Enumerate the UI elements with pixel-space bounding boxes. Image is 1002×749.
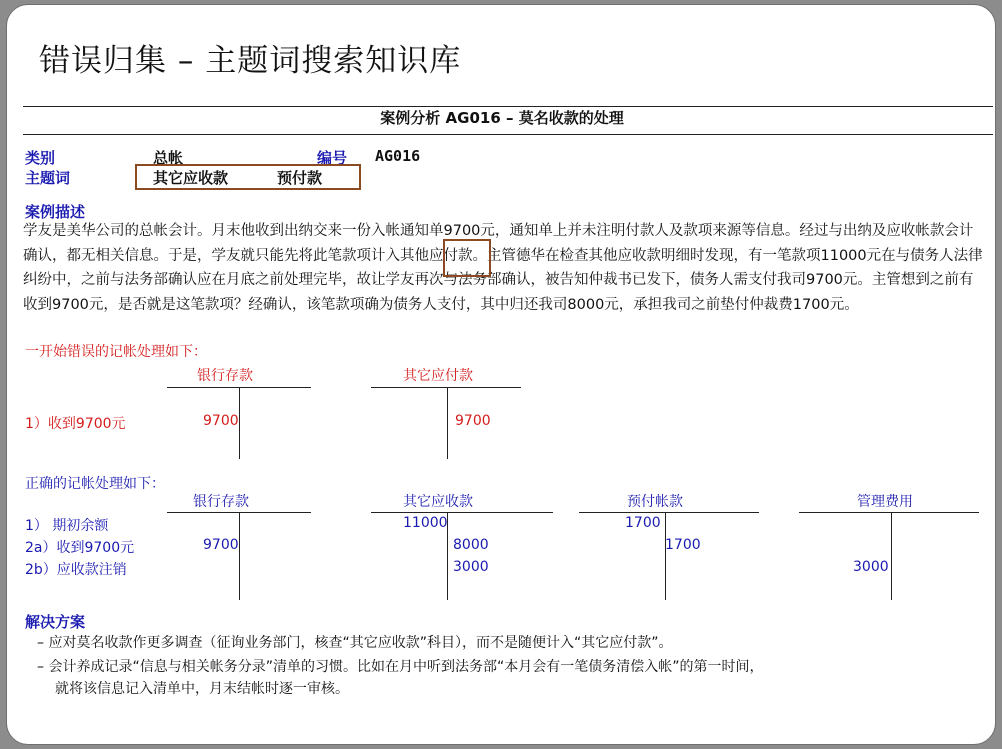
page-title: 错误归集 – 主题词搜索知识库 (39, 43, 462, 79)
watermark-left: 大数据猿 (51, 723, 112, 741)
wrong-bank-debit: 9700 (203, 413, 239, 429)
solution-heading: 解决方案 (25, 613, 86, 631)
name-highlight-box (443, 239, 491, 277)
correct-row-2a: 2a）收到9700元 (25, 540, 135, 556)
prepaid-opening-debit: 1700 (625, 515, 661, 531)
case-banner: 案例分析 AG016 – 莫名收款的处理 (380, 109, 624, 127)
keyword-label: 主题词 (25, 169, 71, 187)
wrong-row-label: 1）收到9700元 (25, 416, 126, 432)
ar-opening-debit: 11000 (403, 515, 448, 531)
admin-expense-debit-2b: 3000 (853, 559, 889, 575)
divider-banner (23, 134, 993, 135)
watermark-right: 自严自语 (839, 692, 952, 721)
ar-credit-2a: 8000 (453, 537, 489, 553)
keyword-2: 预付款 (277, 169, 323, 187)
solution-bullet-2: – 会计养成记录“信息与相关帐务分录”清单的习惯。比如在月中听到法务部“本月会有一笔债务清偿入帐”的第一时间， (37, 659, 764, 675)
correct-heading: 正确的记帐处理如下： (25, 476, 165, 492)
case-heading: 案例描述 (25, 203, 86, 221)
correct-row-2b: 2b）应收款注销 (25, 562, 127, 578)
slide (6, 4, 996, 745)
keyword-1: 其它应收款 (153, 169, 229, 187)
wrong-acct-other-payable: 其它应付款 (403, 368, 473, 384)
ar-credit-2b: 3000 (453, 559, 489, 575)
solution-bullet-1: – 应对莫名收款作更多调查（征询业务部门，核查“其它应收款”科目），而不是随便计入“其它应付款”。 (37, 635, 673, 651)
number-value: AG016 (375, 147, 421, 165)
correct-acct-admin-expense: 管理费用 (857, 494, 913, 510)
category-label: 类别 (25, 149, 56, 167)
correct-acct-prepaid: 预付帐款 (627, 494, 683, 510)
correct-acct-bank: 银行存款 (193, 494, 249, 510)
bank-debit-2a: 9700 (203, 537, 239, 553)
prepaid-credit-2a: 1700 (665, 537, 701, 553)
category-value: 总帐 (153, 149, 184, 167)
wechat-icon (787, 689, 831, 729)
solution-bullet-2-cont: 就将该信息记入清单中，月末结帐时逐一审核。 (55, 681, 349, 697)
correct-acct-other-receivable: 其它应收款 (403, 494, 473, 510)
weibo-icon: ◎ (25, 721, 39, 739)
correct-row-opening: 1） 期初余额 (25, 518, 109, 534)
number-label: 编号 (317, 149, 348, 167)
wrong-payable-credit: 9700 (455, 413, 491, 429)
case-paragraph: 学友是美华公司的总帐会计。月末他收到出纳交来一份入帐通知单9700元，通知单上并未注明付款人及款项来源等信息。经过与出纳及应收帐款会计确认，都无相关信息。于是，学友就只能先将此笔款项计入其他应付款。主管德华在检查其他应收款明细时发现，有一笔款项11000元在与债务人法律纠纷中，之前与法务部确认应在月底之前处理完毕，故让学友再次与法务部确认，被告知仲裁书已发下，债务人需支付我司9700元。主管想到之前有收到9700元，是否就是这笔款项？经确认，该笔款项确为债务人支付，其中归还我司8000元，承担我司之前垫付仲裁费1700元。 (23, 223, 983, 313)
wrong-acct-bank: 银行存款 (197, 368, 253, 384)
wrong-heading: 一开始错误的记帐处理如下： (25, 344, 207, 360)
